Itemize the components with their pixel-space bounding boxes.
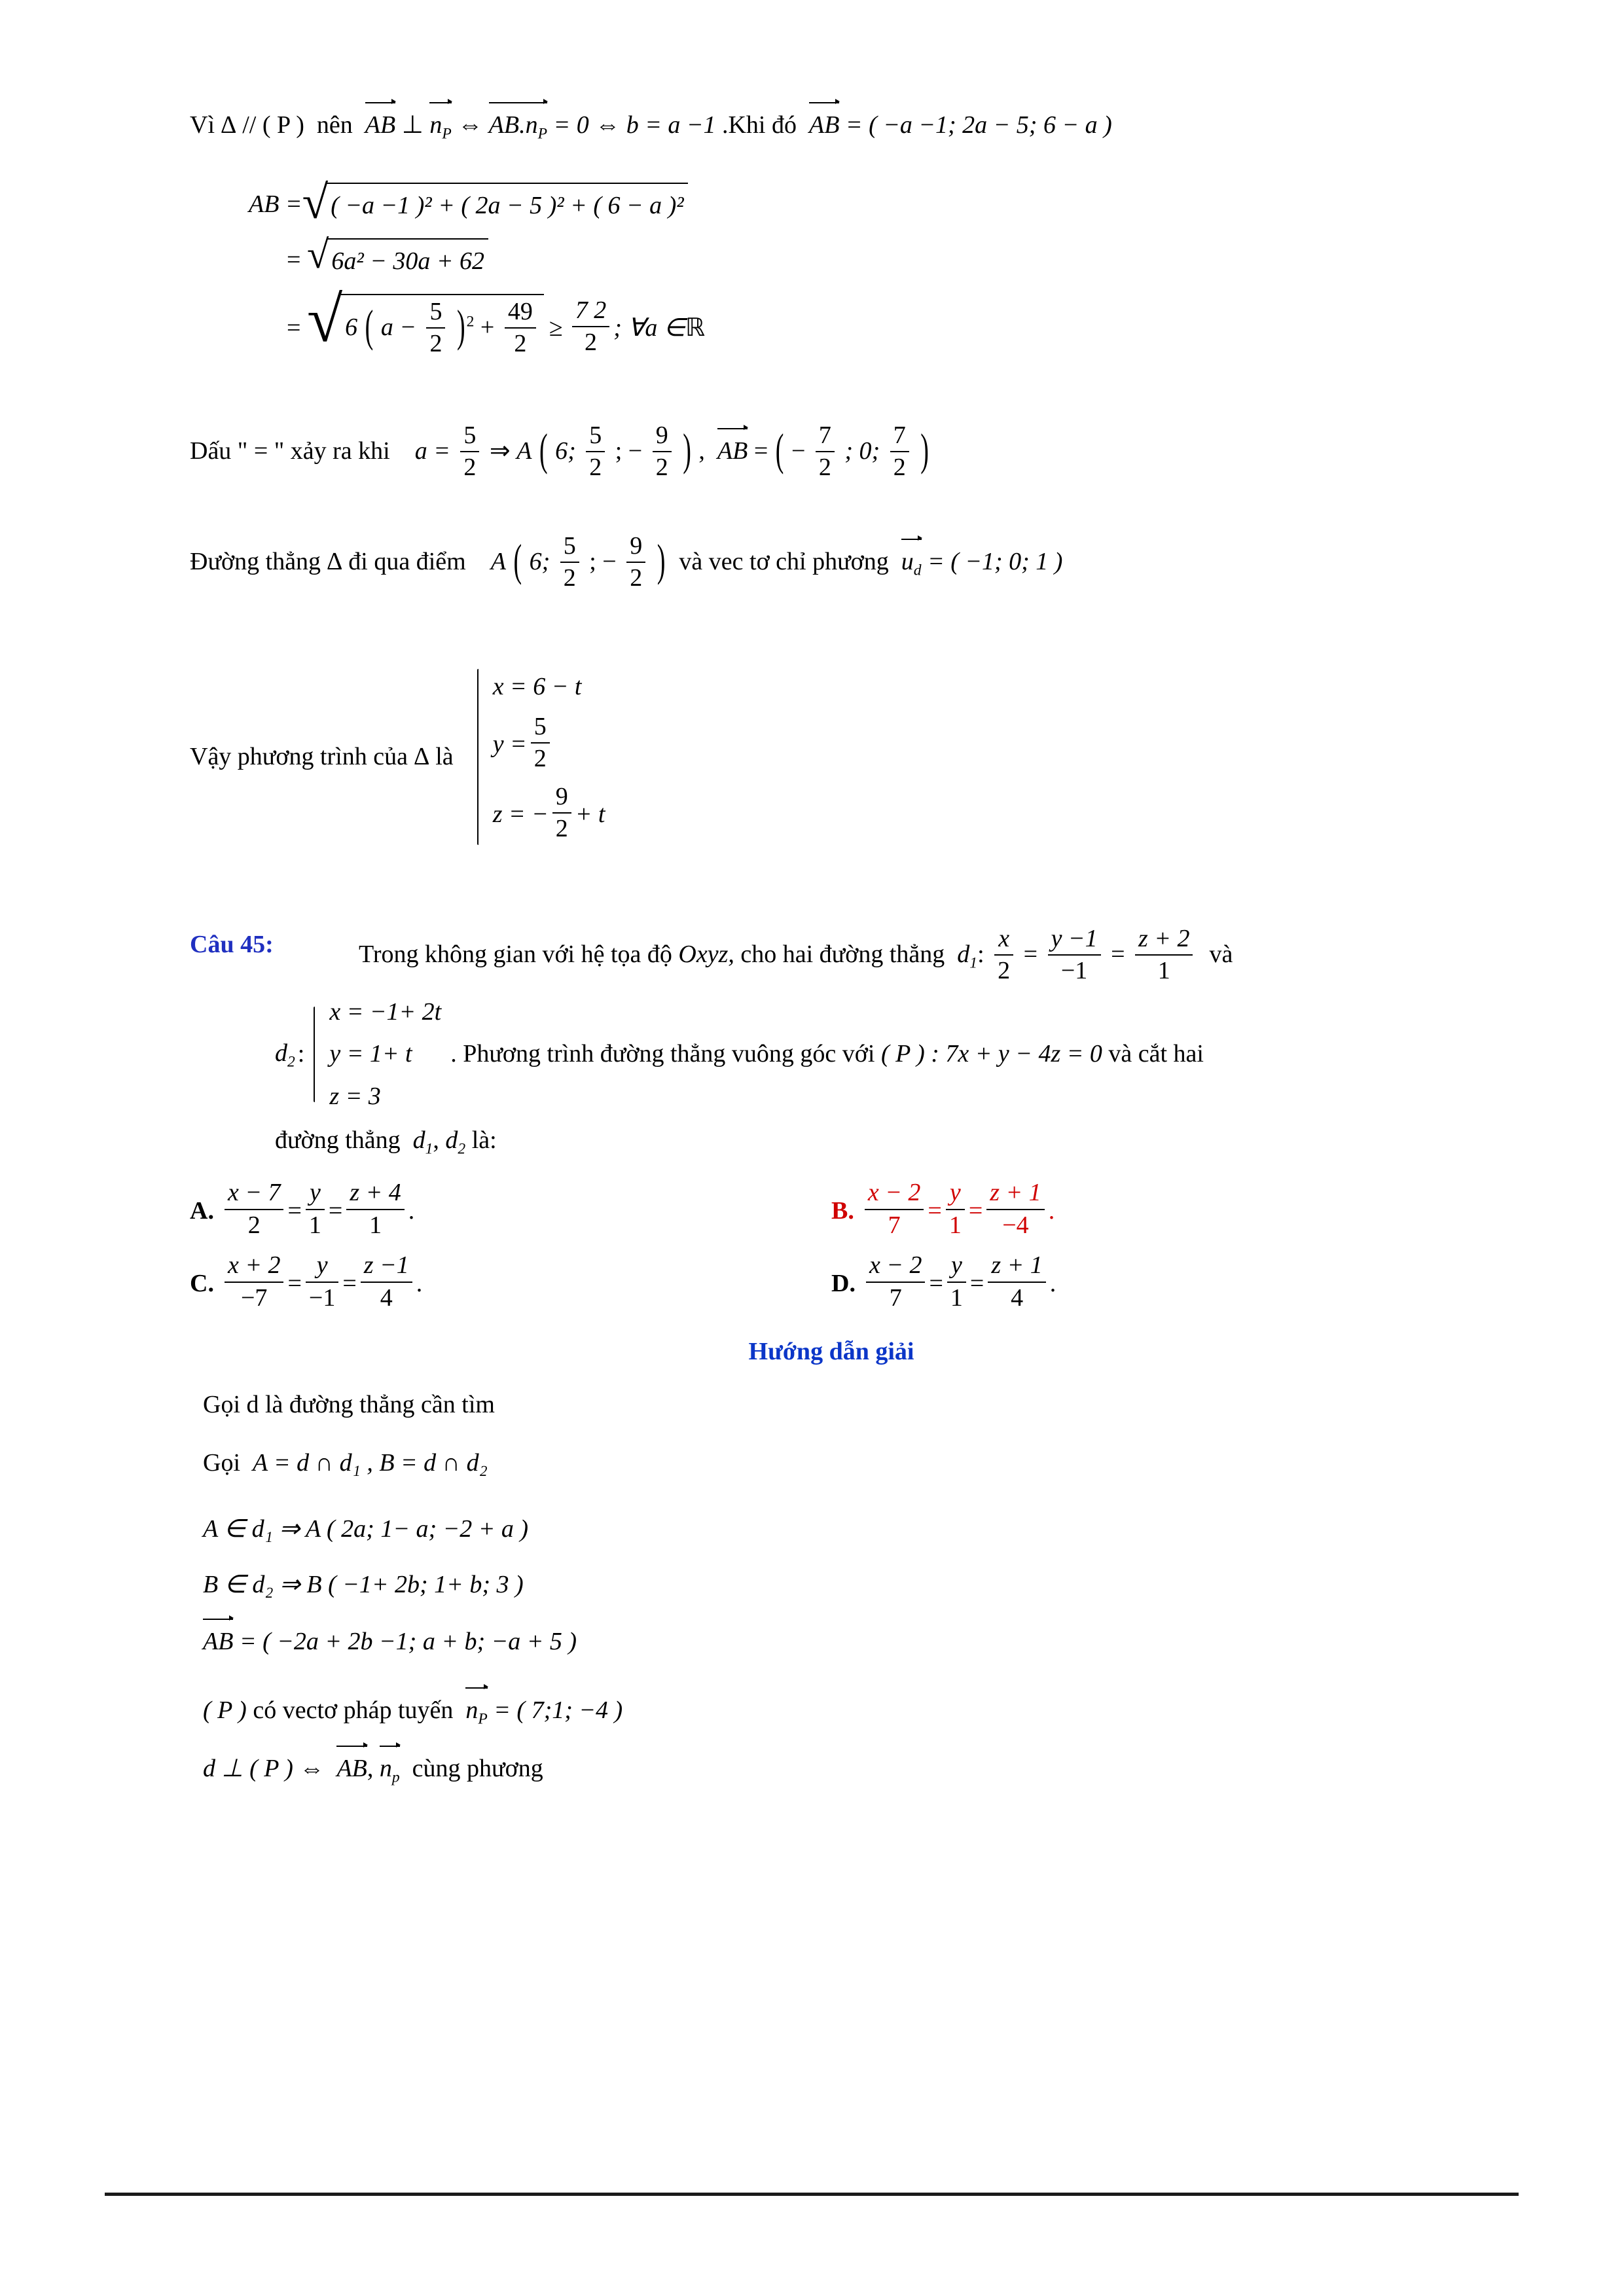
ge-symbol: ≥ — [549, 314, 563, 342]
frac-den: 2 — [893, 454, 906, 482]
solution-line-6 — [203, 1690, 1473, 1731]
option-C[interactable] — [190, 1251, 831, 1315]
d2-subscript: 2 — [287, 1053, 295, 1071]
frac-den: 2 — [589, 454, 602, 482]
u-subscript: d — [913, 562, 922, 579]
frac-den: 1 — [1157, 957, 1170, 985]
implies-arrow-1: ⇒ — [489, 437, 511, 465]
option-D[interactable] — [831, 1251, 1473, 1315]
option-D-frac2 — [947, 1250, 966, 1314]
option-A-frac2 — [306, 1177, 325, 1241]
vector-ab-dot-np: $AB.n_P$ — [489, 105, 547, 146]
frac-den: 2 — [429, 330, 442, 358]
option-C-letter: C. — [190, 1269, 214, 1297]
sqrt-2 — [306, 233, 488, 282]
solution-line-4 — [203, 1566, 1473, 1604]
vector-np-3: $n_p$ — [380, 1748, 400, 1789]
option-A-letter: A. — [190, 1196, 214, 1225]
frac-num: z + 4 — [346, 1177, 404, 1210]
frac-den: −4 — [1002, 1211, 1029, 1239]
frac-num: 5 — [460, 420, 479, 453]
text-vay-pt: Vậy phương trình của ∆ là — [190, 742, 454, 770]
option-A-period: . — [408, 1196, 415, 1225]
paragraph-duong-thang-delta — [190, 532, 1473, 596]
frac-den: −1 — [308, 1283, 336, 1312]
paren-open-A2: ( — [513, 536, 522, 586]
frac-num: y — [946, 1177, 965, 1210]
frac-den: 1 — [950, 1283, 963, 1312]
option-A-eq2: = — [328, 1196, 343, 1225]
radical-sign-2: √ — [306, 233, 329, 277]
frac-5-2-a — [426, 296, 445, 360]
sqrt-body-3 — [341, 294, 544, 363]
A-x: 6; — [555, 437, 576, 465]
plane-equation: ( P ) : 7x + y − 4z = 0 — [880, 1040, 1102, 1068]
frac-y-5-2 — [531, 711, 550, 775]
oxyz-label: Oxyz, — [678, 941, 734, 968]
system-row-y — [493, 713, 605, 776]
equation-zero-b: = 0 ⇔ b = a −1 — [553, 111, 716, 139]
system-row-y-lhs: y = — [492, 730, 527, 758]
np-subscript-1: P — [442, 125, 452, 143]
d2-colon: : — [297, 1040, 305, 1068]
option-B-period: . — [1048, 1196, 1055, 1225]
frac-AB-z — [890, 420, 909, 484]
paren-open-AB: ( — [775, 425, 784, 476]
solution-line-7 — [203, 1748, 1473, 1789]
frac-den: 2 — [630, 564, 643, 592]
text-dau-bang: Dấu " = " xảy ra khi — [190, 437, 390, 465]
sqrt-body-1: ( −a −1 )² + ( 2a − 5 )² + ( 6 − a )² — [327, 183, 687, 226]
solution-text-6: có vectơ pháp tuyến — [253, 1696, 454, 1724]
frac-num: z + 1 — [986, 1177, 1044, 1210]
vector-np-2: $n_P$ — [465, 1690, 487, 1731]
system-brace — [471, 668, 488, 846]
ab-length-block — [249, 176, 1473, 363]
frac-den: 2 — [655, 454, 668, 482]
frac-d1-x — [994, 924, 1013, 987]
frac-num: z + 1 — [988, 1250, 1045, 1283]
paren-close-A: ) — [683, 425, 691, 476]
frac-den: 2 — [463, 454, 477, 482]
equals-2: = — [287, 246, 301, 274]
page-content — [190, 105, 1473, 1806]
comma-2: , — [433, 1126, 439, 1154]
frac-A-y — [586, 420, 605, 484]
option-C-eq1: = — [287, 1269, 302, 1297]
solution-line-1 — [203, 1386, 1473, 1424]
option-A[interactable] — [190, 1179, 831, 1242]
frac-num: 5 — [426, 296, 445, 329]
A-z-sign: ; − — [615, 437, 643, 465]
frac-num: y −1 — [1048, 924, 1101, 956]
equals-ab: = — [753, 437, 768, 465]
solution-text-3: A ∈ d₁ ⇒ A ( 2a; 1− a; −2 + a ) — [203, 1515, 529, 1543]
option-C-eq2: = — [342, 1269, 357, 1297]
for-all-a: ; ∀a ∈ — [613, 314, 685, 342]
equals-d1-2: = — [1111, 941, 1125, 968]
perp-condition: d ⊥ ( P ) ⇔ — [203, 1754, 325, 1782]
frac-den: 2 — [533, 745, 547, 773]
vector-ab-2: AB — [809, 105, 839, 145]
system-row-x: x = 6 − t — [492, 672, 582, 700]
d1-colon: : — [977, 941, 984, 968]
question-intro-2: cho hai đường thẳng — [740, 941, 945, 968]
text-vi: Vì — [190, 111, 215, 139]
frac-AB-x — [816, 420, 835, 484]
paren-close-A2: ) — [657, 536, 666, 586]
frac-d1-y — [1048, 924, 1101, 987]
vector-ab-4: AB — [203, 1621, 233, 1661]
option-A-frac1 — [225, 1177, 284, 1241]
solution-text-7: cùng phương — [412, 1754, 543, 1782]
frac-num: x — [994, 924, 1013, 956]
frac-den: 1 — [308, 1211, 321, 1239]
frac-num: 5 — [531, 711, 550, 744]
d2-ref-sub: 2 — [458, 1140, 466, 1158]
system-delta-equations — [471, 668, 605, 846]
option-B[interactable] — [831, 1179, 1473, 1242]
option-B-frac3 — [986, 1177, 1044, 1241]
question-tail-1: . Phương trình đường thẳng vuông góc với — [450, 1040, 875, 1068]
paragraph-dau-bang — [190, 422, 1473, 485]
option-B-letter: B. — [831, 1196, 854, 1225]
d2-ref: $d_2$ — [445, 1126, 466, 1158]
solution-text-1: Gọi d là đường thẳng cần tìm — [203, 1391, 495, 1419]
frac-num: 7 — [890, 420, 909, 453]
system-rows — [493, 668, 605, 846]
option-B-frac1 — [865, 1177, 924, 1241]
plane-p-label: ( P ) — [203, 1696, 247, 1724]
a-equals: a = — [414, 437, 450, 465]
option-C-frac1 — [225, 1250, 284, 1314]
frac-num: z −1 — [361, 1250, 412, 1283]
frac-num: y — [306, 1177, 325, 1210]
frac-num: 9 — [653, 420, 672, 453]
question-tail-2: và cắt hai — [1108, 1040, 1204, 1068]
paren-close-AB: ) — [920, 425, 929, 476]
frac-A2-y — [560, 531, 579, 594]
A2-z-sign: ; − — [589, 548, 617, 576]
frac-den: 7 — [888, 1211, 901, 1239]
sqrt-3 — [306, 283, 544, 363]
option-D-frac3 — [988, 1250, 1045, 1314]
np-value: = ( 7;1; −4 ) — [494, 1696, 623, 1724]
answer-options-row-2 — [190, 1251, 1473, 1315]
question-45 — [190, 925, 1473, 988]
system-brace-d2 — [307, 1005, 324, 1103]
frac-num: 7 — [816, 420, 835, 453]
frac-d1-z — [1135, 924, 1193, 987]
frac-den: 1 — [948, 1211, 962, 1239]
real-set-symbol: ℝ — [685, 314, 706, 342]
ab-coordinates: = ( −a −1; 2a − 5; 6 − a ) — [845, 111, 1112, 139]
option-D-frac1 — [866, 1250, 926, 1314]
option-C-frac2 — [306, 1250, 338, 1314]
system-d2 — [307, 997, 442, 1111]
frac-den: 2 — [563, 564, 576, 592]
answer-options-row-1 — [190, 1179, 1473, 1242]
frac-num: 5 — [560, 531, 579, 564]
point-A-label-2: A — [490, 548, 506, 576]
vector-ab-1: AB — [365, 105, 395, 145]
frac-den: 4 — [1011, 1283, 1024, 1312]
ab-length-row-1 — [249, 176, 1473, 229]
question-intro: Trong không gian với hệ tọa độ — [359, 941, 672, 968]
A2-x: 6; — [529, 548, 550, 576]
a-minus: a − — [380, 314, 416, 342]
coef-6: 6 — [345, 314, 358, 342]
question-d2-block — [275, 997, 1473, 1111]
paragraph-vi-delta — [190, 105, 1473, 146]
d1-ref: $d_1$ — [412, 1126, 433, 1158]
frac-num: x − 2 — [865, 1177, 924, 1210]
frac-num: y — [947, 1250, 966, 1283]
np-subscript-3: P — [478, 1710, 488, 1728]
ab-lhs: AB = — [249, 190, 302, 219]
frac-num-text: 7 2 — [575, 296, 607, 324]
frac-den: 2 — [555, 815, 568, 843]
frac-num: 9 — [552, 781, 571, 814]
frac-den: 1 — [369, 1211, 382, 1239]
frac-z-9-2 — [552, 781, 571, 845]
d1-label: $d_1$ — [957, 941, 978, 972]
frac-7sqrt2-2 — [572, 295, 610, 359]
solution-line-3 — [203, 1510, 1473, 1549]
np-subscript-4: p — [391, 1768, 400, 1786]
d1-ref-sub: 1 — [425, 1140, 433, 1158]
d2-label: $d_2$ — [275, 1039, 295, 1071]
question-tail-3: đường thẳng — [275, 1126, 401, 1154]
vector-ab-5: AB — [336, 1748, 367, 1788]
point-A-label: A — [516, 437, 532, 465]
solution-goi: Gọi — [203, 1448, 240, 1477]
frac-a-5-2 — [460, 420, 479, 484]
text-nen: nên — [316, 111, 353, 139]
AB-x-sign: − — [791, 437, 806, 465]
d1-subscript: 1 — [969, 954, 978, 972]
option-B-eq2: = — [968, 1196, 983, 1225]
perp-symbol: ⊥ — [401, 111, 424, 139]
option-C-period: . — [416, 1269, 423, 1297]
text-va-1: và — [1209, 941, 1233, 968]
comma-3: , — [367, 1754, 374, 1782]
paren-open-A: ( — [539, 425, 548, 476]
footer-rule — [105, 2193, 1519, 2196]
paragraph-vay-phuong-trinh — [190, 668, 1473, 846]
system-rows-d2 — [329, 992, 441, 1117]
option-C-frac3 — [361, 1250, 412, 1314]
vector-u-d: $u_d$ — [901, 541, 922, 583]
option-D-period: . — [1049, 1269, 1056, 1297]
frac-den: 4 — [380, 1283, 393, 1312]
sqrt-1 — [302, 176, 688, 229]
d2-row-x: x = −1+ 2t — [329, 997, 442, 1026]
frac-den: 2 — [998, 957, 1011, 985]
vector-np-1: $n_P$ — [429, 105, 451, 146]
solution-text-2: A = d ∩ d₁ , B = d ∩ d₂ — [253, 1448, 488, 1477]
solution-heading: Hướng dẫn giải — [748, 1338, 914, 1366]
plus-1: + — [480, 314, 495, 342]
delta-parallel-p: ∆ // ( P ) — [221, 111, 304, 139]
frac-num: 5 — [586, 420, 605, 453]
frac-num — [572, 295, 610, 328]
solution-line-5 — [203, 1621, 1473, 1661]
frac-den: 7 — [889, 1283, 902, 1312]
frac-den: −7 — [240, 1283, 268, 1312]
option-B-frac2 — [946, 1177, 965, 1241]
frac-num: x + 2 — [225, 1250, 284, 1283]
option-A-eq1: = — [287, 1196, 302, 1225]
system-row-z-tail: + t — [575, 800, 605, 828]
paren-close-1: ) — [456, 302, 465, 352]
option-B-eq1: = — [928, 1196, 942, 1225]
frac-num: 9 — [626, 531, 645, 564]
radical-sign-3: √ — [306, 283, 343, 355]
question-text-1 — [321, 925, 1473, 988]
solution-text-5: = ( −2a + 2b −1; a + b; −a + 5 ) — [239, 1627, 577, 1655]
comma-1: , — [698, 437, 705, 465]
equals-3: = — [287, 314, 301, 342]
sqrt-body-2: 6a² − 30a + 62 — [327, 238, 488, 282]
equals-d1-1: = — [1023, 941, 1038, 968]
option-D-letter: D. — [831, 1269, 856, 1297]
frac-den: 2 — [584, 329, 597, 357]
np-subscript-2: P — [537, 125, 548, 143]
frac-num: z + 2 — [1135, 924, 1193, 956]
question-number: Câu 45: — [190, 930, 274, 958]
exponent-2: 2 — [466, 313, 475, 331]
d2-row-z: z = 3 — [329, 1083, 381, 1111]
ab-length-row-3 — [287, 283, 1473, 363]
solution-text-4: B ∈ d₂ ⇒ B ( −1+ 2b; 1+ b; 3 ) — [203, 1570, 524, 1598]
frac-den: 2 — [514, 330, 527, 358]
frac-A-z — [653, 420, 672, 484]
solution-line-2 — [203, 1444, 1473, 1482]
ab-length-row-2 — [287, 233, 1473, 282]
system-row-z — [493, 783, 605, 846]
frac-49-2 — [505, 296, 536, 360]
frac-den: 2 — [818, 454, 831, 482]
option-A-frac3 — [346, 1177, 404, 1241]
text-duong-thang: Đường thẳng ∆ đi qua điểm — [190, 548, 466, 576]
d2-row-y: y = 1+ t — [329, 1040, 412, 1068]
paren-open-1: ( — [365, 302, 374, 352]
option-D-eq2: = — [969, 1269, 984, 1297]
u-value: = ( −1; 0; 1 ) — [928, 548, 1063, 576]
text-khi-do: .Khi đó — [721, 111, 797, 139]
frac-num: x − 2 — [866, 1250, 926, 1283]
option-D-eq1: = — [929, 1269, 943, 1297]
AB-y: ; 0; — [844, 437, 880, 465]
vector-ab-3: AB — [717, 431, 748, 471]
frac-den: −1 — [1060, 957, 1088, 985]
frac-num: 49 — [505, 296, 536, 329]
text-va-vecto: và vec tơ chỉ phương — [679, 548, 889, 576]
text-la: là: — [471, 1126, 497, 1154]
question-tail-line — [275, 1121, 1473, 1162]
frac-A2-z — [626, 531, 645, 594]
equiv-symbol-1: ⇔ — [458, 111, 483, 139]
system-row-z-lhs: z = − — [492, 800, 549, 828]
frac-num: y — [306, 1250, 338, 1283]
frac-num: x − 7 — [225, 1177, 284, 1210]
radical-sign-1: √ — [302, 176, 329, 229]
frac-den: 2 — [247, 1211, 261, 1239]
